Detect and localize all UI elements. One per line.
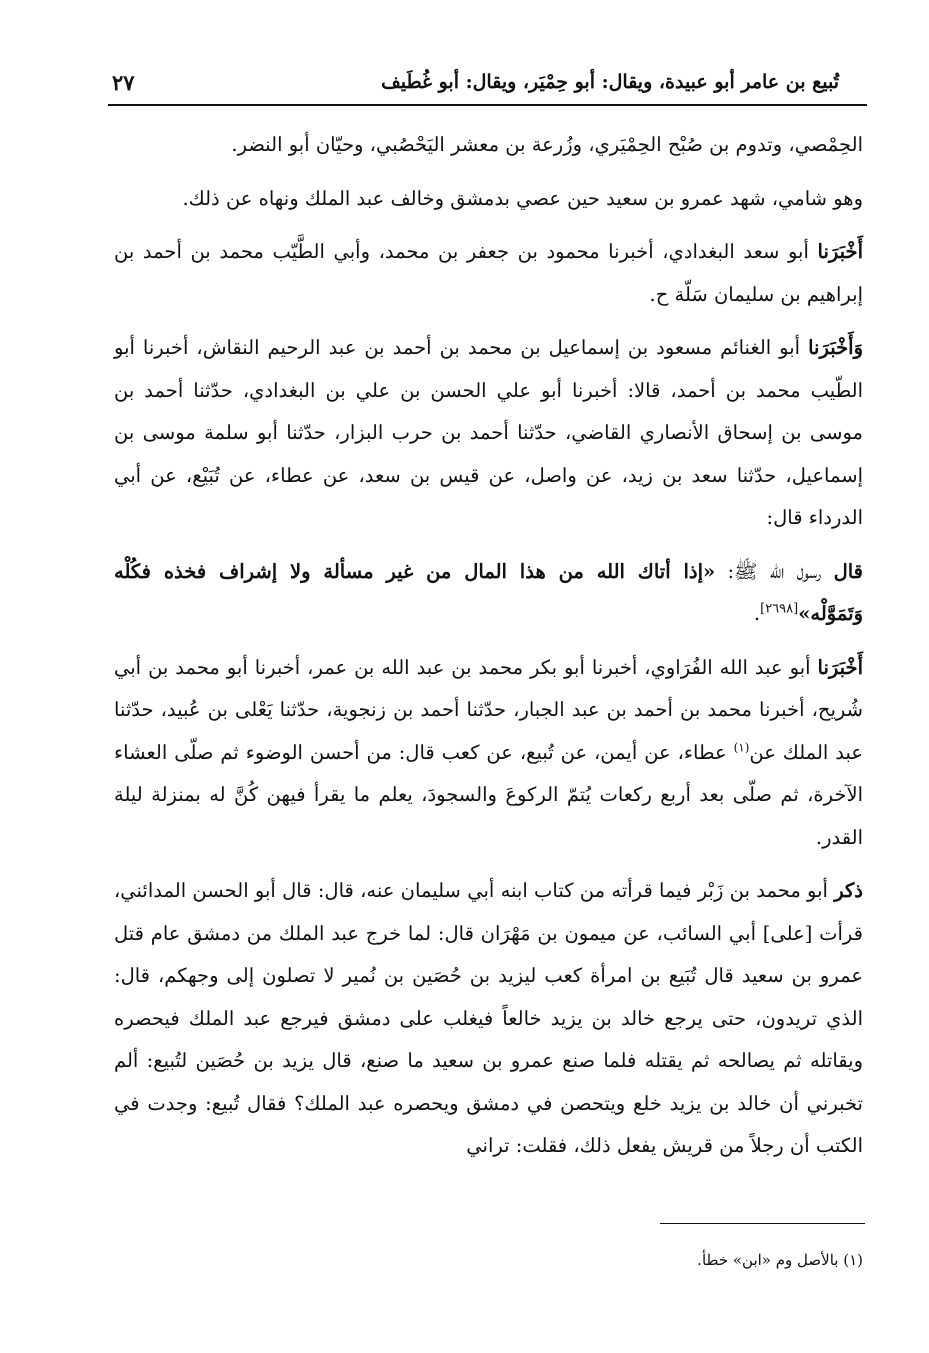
paragraph-2 <box>114 178 863 221</box>
paragraph-text: الحِمْصي، وتدوم بن صُبْح الحِمْيَري، وزُرعة بن معشر اليَحْصُبي، وحيّان أبو النضر. <box>231 133 863 156</box>
paragraph-text: رسول الله ﷺ: <box>715 559 834 583</box>
paragraph-text: أبو عبد الله الفُرَاوي، أخبرنا أبو بكر محمد بن عبد الله بن عمر، أخبرنا أبو محمد بن أبي شُريح، أخبرنا محمد بن أحمد بن عبد الجبار، حدّثنا أحمد بن زنجوية، حدّثنا يَعْلى بن عُبيد، حدّثنا عبد الملك عن <box>114 655 863 764</box>
lead-word: وَأَخْبَرَنا <box>808 336 863 359</box>
paragraph-text: عطاء، عن أيمن، عن تُبيع، عن كعب قال: من أحسن الوضوء ثم صلّى العشاء الآخرة، ثم صلّى بعد أربع ركعات يُتمّ الركوعَ والسجودَ، يعلم ما يقرأ فيهن كُنَّ له بمنزلة ليلة القدر. <box>114 740 863 849</box>
lead-word: أَخْبَرَنا <box>817 655 863 679</box>
footnote-number: (١) <box>843 1251 863 1269</box>
paragraph-3 <box>114 231 863 316</box>
footnote-reference[interactable]: (١) <box>733 740 750 754</box>
paragraph-text: أبو محمد بن زَبْر فيما قرأته من كتاب ابنه أبي سليمان عنه، قال: قال أبو الحسن المدائني، قرأت [على] أبي السائب، عن ميمون بن مَهْرَان قال: لما خرج عبد الملك من دمشق عام قتل عمرو بن سعيد قال تُبَيع بن امرأة كعب ليزيد بن حُصَين بن نُمير لا تصلون إلى وجهكم، قال: الذي تريدون، حتى يرجع خالد بن يزيد خالعاً فيغلب على دمشق فيرجع عبد الملك فيحصره ويقاتله ثم يصالحه ثم يقتله فلما صنع عمرو بن سعيد ما صنع، قال يزيد بن حُصَين لتُبيع: ألم تخبرني أن خالد بن يزيد خلع ويتحصن في دمشق ويحصره عبد الملك؟ فقال تُبيع: وجدت في الكتب أن رجلاً من قريش يفعل ذلك، فقلت: تراني <box>114 879 863 1157</box>
paragraph-text: أبو الغنائم مسعود بن إسماعيل بن محمد بن أحمد بن عبد الرحيم النقاش، أخبرنا أبو الطّيب محمد بن أحمد، قالا: أخبرنا أبو علي الحسن بن علي بن البغدادي، حدّثنا أحمد بن موسى بن إسحاق الأنصاري القاضي، حدّثنا أحمد بن حرب البزار، حدّثنا أبو سلمة موسى بن إسماعيل، حدّثنا سعد بن زيد، عن واصل، عن قيس بن سعد، عن عطاء، عن تُبَيْع، عن أبي الدرداء قال: <box>114 336 863 529</box>
page-body <box>114 124 863 1179</box>
footnote-text: بالأصل وم «ابن» خطأ. <box>697 1251 839 1269</box>
lead-word: قال <box>833 559 863 583</box>
paragraph-1 <box>114 124 863 167</box>
header-rule <box>108 104 867 106</box>
paragraph-end: . <box>753 602 761 625</box>
page-header <box>112 64 839 100</box>
lead-word: أَخْبَرَنا <box>817 240 863 263</box>
paragraph-text: أبو سعد البغدادي، أخبرنا محمود بن جعفر بن محمد، وأبي الطَّيّب محمد بن أحمد بن إبراهيم بن سليمان سَلّة ح. <box>114 240 863 306</box>
hadith-number: [٢٦٩٨] <box>760 601 799 617</box>
paragraph-7 <box>114 870 863 1168</box>
lead-word: ذكر <box>834 879 863 902</box>
paragraph-4 <box>114 327 863 540</box>
footnote-rule <box>660 1223 865 1224</box>
page-number: ٢٧ <box>112 69 135 95</box>
paragraph-6 <box>114 647 863 860</box>
footnote <box>300 1248 863 1272</box>
paragraph-text: وهو شامي، شهد عمرو بن سعيد حين عصي بدمشق وخالف عبد الملك ونهاه عن ذلك. <box>182 186 863 210</box>
running-title: تُبيع بن عامر أبو عبيدة، ويقال: أبو حِمْيَر، ويقال: أبو غُطَيف <box>381 71 839 93</box>
paragraph-5 <box>114 551 863 636</box>
hadith-text: «إذا أتاك الله من هذا المال من غير مسألة ولا إشراف فخذه فكُلْه وَتَمَوَّلْه» <box>114 559 863 625</box>
